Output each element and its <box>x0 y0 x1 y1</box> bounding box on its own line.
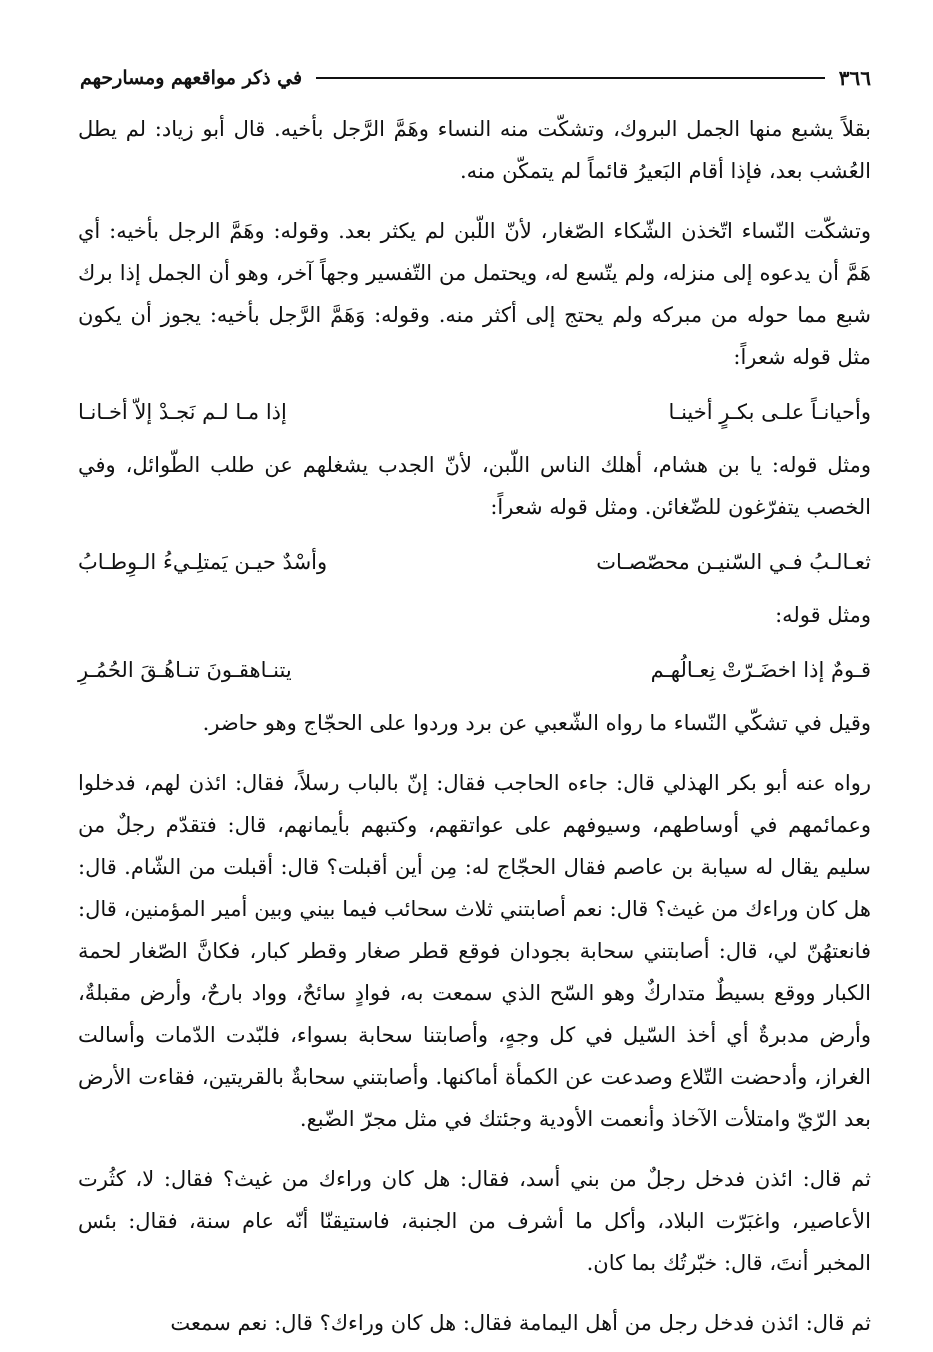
spacer <box>78 752 871 762</box>
verse-second-hemistich: وأسْدٌ حيـن يَمتلِـيءُ الـوِطـابُ <box>78 550 328 574</box>
page-number: ٣٦٦ <box>838 66 871 90</box>
paragraph: ومثل قوله: يا بن هشام، أهلك الناس اللّبن، لأنّ الجدب يشغلهم عن طلب الطّوائل، وفي الخصب يتفرّغون للضّغائن. ومثل قوله شعراً: <box>78 453 871 519</box>
paragraph: وقيل في تشكّي النّساء ما رواه الشّعبي عن برد وردوا على الحجّاج وهو حاضر. <box>202 711 871 735</box>
poem-verse <box>78 650 871 690</box>
verse-first-hemistich: قـومٌ إذا اخضَـرّتْ نِعـالُهـم <box>650 658 871 682</box>
page-body <box>78 108 871 1352</box>
spacer <box>78 1148 871 1158</box>
paragraph: ومثل قوله: <box>775 603 871 627</box>
poem-verse <box>78 392 871 432</box>
poem-verse <box>78 542 871 582</box>
spacer <box>78 1292 871 1302</box>
header-rule <box>316 77 825 79</box>
spacer <box>78 200 871 210</box>
verse-second-hemistich: إذا مـا لـم نَجـدْ إلاّ أخـانـا <box>78 400 287 424</box>
chapter-title: في ذكر مواقعهم ومسارحهم <box>80 67 303 89</box>
page-header <box>80 58 871 98</box>
paragraph: رواه عنه أبو بكر الهذلي قال: جاءه الحاجب فقال: إنّ بالباب رسلاً، فقال: ائذن لهم، فدخلوا وعمائمهم في أوساطهم، وسيوفهم على عواتقهم، وكتبهم بأيمانهم، قال: فتقدّم رجلٌ من سليم يقال له سيابة بن عاصم فقال الحجّاج له: مِن أين أقبلت؟ قال: أقبلت من الشّام. قال: هل كان وراءك من غيث؟ قال: نعم أصابتني ثلاث سحائب فيما بيني وبين أمير المؤمنين، قال: فانعتهُنّ لي، قال: أصابتني سحابة بجودان فوقع قطر صغار وقطر كبار، فكانَّ الصّغار لحمة الكبار ووقع بسيطٌ متداركٌ وهو السّح الذي سمعت به، فوادٍ سائحٌ، وواد بارحٌ، وأرض مقبلةٌ، وأرض مدبرةٌ أي أخذ السّيل في كل وجهٍ، وأصابتنا سحابة بسواء، فلبّدت الدّمات وأسالت الغراز، وأدحضت التّلاع وصدعت عن الكمأة أماكنها. وأصابتني سحابةٌ بالقريتين، فقاءت الأرض بعد الرّيّ وامتلأت الآخاذ وأنعمت الأودية وجئتك في مثل مجرّ الضّبع. <box>78 771 871 1131</box>
verse-second-hemistich: يتنـاهقـونَ تنـاهُـقَ الحُمُـرِ <box>78 658 292 682</box>
verse-first-hemistich: ثعـالـبُ فـي السّنيـن محصّصـات <box>596 550 871 574</box>
paragraph: وتشكّت النّساء اتّخذن الشّكاء الصّغار، لأنّ اللّبن لم يكثر بعد. وقوله: وهَمَّ الرجل بأخيه: أي هَمَّ أن يدعوه إلى منزله، ولم يتّسع له، ويحتمل من التّفسير وجهاً آخر، وهو أن الجمل إذا برك شبع مما حوله من مبركه ولم يحتج إلى أكثر منه. وقوله: وَهَمَّ الرَّجل بأخيه: يجوز أن يكون مثل قوله شعراً: <box>78 219 871 369</box>
paragraph: بقلاً يشبع منها الجمل البروك، وتشكّت منه النساء وهَمَّ الرَّجل بأخيه. قال أبو زياد: لم يطل العُشب بعد، فإذا أقام البَعيرُ قائماً لم يتمكّن منه. <box>78 117 871 183</box>
verse-first-hemistich: وأحيانـاً علـى بكـرٍ أخينـا <box>668 400 871 424</box>
paragraph: ثم قال: ائذن فدخل رجلٌ من بني أسد، فقال: هل كان وراءك من غيث؟ فقال: لا، كثُرت الأعاصير، واغبَرّت البلاد، وأكل ما أشرف من الجنبة، فاستيقنّا أنّه عام سنة، فقال: بئس المخبر أنتَ، قال: خبّرتُك بما كان. <box>78 1167 871 1275</box>
paragraph: ثم قال: ائذن فدخل رجل من أهل اليمامة فقال: هل كان وراءك؟ قال: نعم سمعت <box>170 1311 871 1335</box>
